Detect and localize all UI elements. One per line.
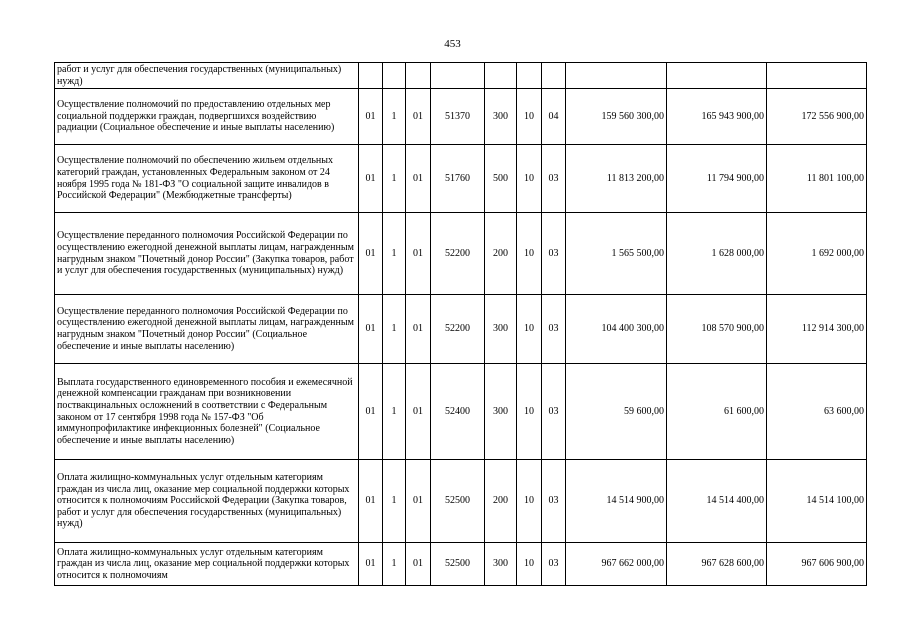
code-cell: 01 — [406, 89, 431, 145]
amount-cell: 108 570 900,00 — [667, 295, 767, 364]
code-cell: 52500 — [431, 543, 485, 586]
code-cell: 51370 — [431, 89, 485, 145]
code-cell: 1 — [383, 295, 406, 364]
amount-cell: 14 514 900,00 — [566, 460, 667, 543]
table-row — [55, 213, 867, 295]
table-row — [55, 460, 867, 543]
code-cell: 01 — [406, 543, 431, 586]
amount-cell: 159 560 300,00 — [566, 89, 667, 145]
row-description: Осуществление переданного полномочия Российской Федерации по осуществлению ежегодной денежной выплаты лицам, награжденным нагрудным знаком "Почетный донор России" (Социальное обеспечение и иные выплаты населению) — [55, 295, 359, 364]
row-description: Осуществление полномочий по обеспечению жильем отдельных категорий граждан, установленных Федеральным законом от 24 ноября 1995 года № 181-ФЗ "О социальной защите инвалидов в Российской Федерации" (Межбюджетные трансферты) — [55, 145, 359, 213]
amount-cell: 14 514 400,00 — [667, 460, 767, 543]
code-cell: 1 — [383, 145, 406, 213]
code-cell: 1 — [383, 364, 406, 460]
row-description: работ и услуг для обеспечения государственных (муниципальных) нужд) — [55, 63, 359, 89]
code-cell: 1 — [383, 460, 406, 543]
amount-cell: 1 628 000,00 — [667, 213, 767, 295]
code-cell: 300 — [485, 89, 517, 145]
amount-cell: 63 600,00 — [767, 364, 867, 460]
amount-cell — [566, 63, 667, 89]
code-cell: 01 — [359, 89, 383, 145]
amount-cell — [767, 63, 867, 89]
code-cell: 10 — [517, 543, 542, 586]
code-cell: 1 — [383, 213, 406, 295]
code-cell: 200 — [485, 460, 517, 543]
code-cell: 52500 — [431, 460, 485, 543]
code-cell: 03 — [542, 213, 566, 295]
code-cell: 01 — [406, 460, 431, 543]
table-row — [55, 89, 867, 145]
code-cell: 03 — [542, 145, 566, 213]
code-cell: 01 — [406, 295, 431, 364]
code-cell — [359, 63, 383, 89]
code-cell: 500 — [485, 145, 517, 213]
code-cell: 01 — [406, 145, 431, 213]
code-cell: 03 — [542, 364, 566, 460]
amount-cell: 172 556 900,00 — [767, 89, 867, 145]
amount-cell: 104 400 300,00 — [566, 295, 667, 364]
code-cell: 200 — [485, 213, 517, 295]
code-cell: 300 — [485, 543, 517, 586]
row-description: Осуществление полномочий по предоставлению отдельных мер социальной поддержки граждан, подвергшихся воздействию радиации (Социальное обеспечение и иные выплаты населению) — [55, 89, 359, 145]
amount-cell: 59 600,00 — [566, 364, 667, 460]
code-cell: 51760 — [431, 145, 485, 213]
amount-cell: 1 565 500,00 — [566, 213, 667, 295]
amount-cell: 967 606 900,00 — [767, 543, 867, 586]
code-cell: 01 — [359, 213, 383, 295]
code-cell: 01 — [406, 364, 431, 460]
code-cell: 1 — [383, 89, 406, 145]
code-cell: 01 — [359, 543, 383, 586]
code-cell: 52200 — [431, 295, 485, 364]
code-cell: 01 — [359, 460, 383, 543]
amount-cell: 967 662 000,00 — [566, 543, 667, 586]
budget-table — [54, 62, 867, 586]
code-cell: 10 — [517, 213, 542, 295]
code-cell: 10 — [517, 460, 542, 543]
code-cell: 300 — [485, 295, 517, 364]
code-cell: 01 — [359, 364, 383, 460]
code-cell: 03 — [542, 295, 566, 364]
page-number: 453 — [444, 38, 461, 50]
code-cell — [542, 63, 566, 89]
code-cell: 01 — [359, 295, 383, 364]
row-description: Оплата жилищно-коммунальных услуг отдельным категориям граждан из числа лиц, оказание мер социальной поддержки которых относится к полномочиям — [55, 543, 359, 586]
row-description: Осуществление переданного полномочия Российской Федерации по осуществлению ежегодной денежной выплаты лицам, награжденным нагрудным знаком "Почетный донор России" (Закупка товаров, работ и услуг для обеспечения государственных (муниципальных) нужд) — [55, 213, 359, 295]
code-cell: 52200 — [431, 213, 485, 295]
table-row — [55, 543, 867, 586]
table-row — [55, 145, 867, 213]
amount-cell: 967 628 600,00 — [667, 543, 767, 586]
code-cell — [517, 63, 542, 89]
amount-cell — [667, 63, 767, 89]
code-cell — [383, 63, 406, 89]
row-description: Оплата жилищно-коммунальных услуг отдельным категориям граждан из числа лиц, оказание мер социальной поддержки которых относится к полномочиям Российской Федерации (Закупка товаров, работ и услуг для обеспечения государственных (муниципальных) нужд) — [55, 460, 359, 543]
code-cell: 03 — [542, 460, 566, 543]
code-cell: 52400 — [431, 364, 485, 460]
code-cell — [431, 63, 485, 89]
code-cell: 10 — [517, 145, 542, 213]
code-cell: 10 — [517, 364, 542, 460]
amount-cell: 11 801 100,00 — [767, 145, 867, 213]
code-cell — [485, 63, 517, 89]
amount-cell: 14 514 100,00 — [767, 460, 867, 543]
code-cell: 01 — [359, 145, 383, 213]
table-row — [55, 63, 867, 89]
amount-cell: 11 813 200,00 — [566, 145, 667, 213]
amount-cell: 1 692 000,00 — [767, 213, 867, 295]
code-cell: 04 — [542, 89, 566, 145]
table-row — [55, 364, 867, 460]
code-cell — [406, 63, 431, 89]
code-cell: 01 — [406, 213, 431, 295]
code-cell: 03 — [542, 543, 566, 586]
amount-cell: 11 794 900,00 — [667, 145, 767, 213]
code-cell: 10 — [517, 89, 542, 145]
amount-cell: 61 600,00 — [667, 364, 767, 460]
code-cell: 10 — [517, 295, 542, 364]
amount-cell: 112 914 300,00 — [767, 295, 867, 364]
code-cell: 300 — [485, 364, 517, 460]
row-description: Выплата государственного единовременного пособия и ежемесячной денежной компенсации гражданам при возникновении поствакцинальных осложнений в соответствии с Федеральным законом от 17 сентября 1998 года № 157-ФЗ "Об иммунопрофилактике инфекционных болезней" (Социальное обеспечение и иные выплаты населению) — [55, 364, 359, 460]
table-row — [55, 295, 867, 364]
code-cell: 1 — [383, 543, 406, 586]
amount-cell: 165 943 900,00 — [667, 89, 767, 145]
